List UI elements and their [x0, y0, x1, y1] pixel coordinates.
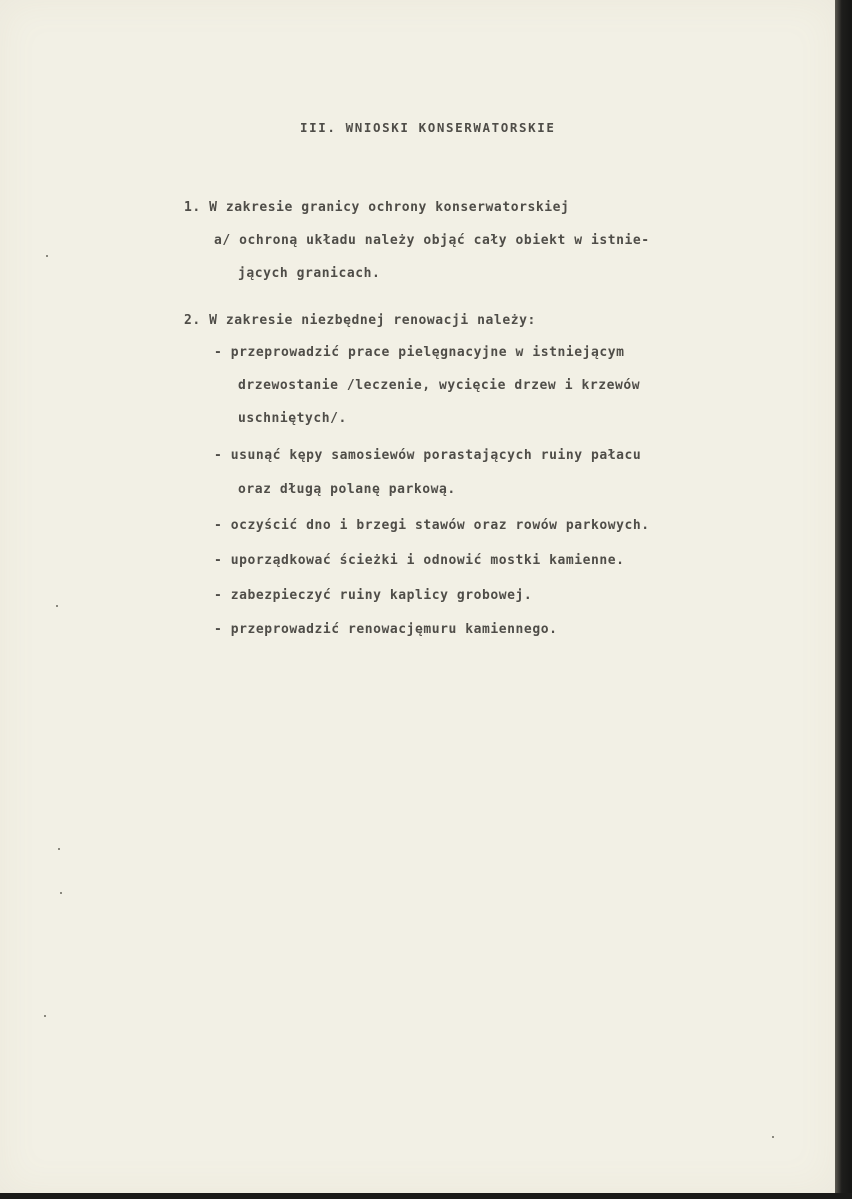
section-2-line-4: - usunąć kępy samosiewów porastających ruiny pałacu — [214, 448, 642, 463]
scan-speck — [60, 892, 62, 894]
scan-speck — [56, 605, 58, 607]
section-1-line-2: a/ ochroną układu należy objąć cały obiekt w istnie- — [214, 233, 650, 248]
section-1-line-3: jących granicach. — [238, 266, 381, 281]
section-1-line-1: 1. W zakresie granicy ochrony konserwatorskiej — [184, 200, 570, 215]
scan-edge-right — [835, 0, 852, 1199]
scan-edge-bottom — [0, 1193, 852, 1199]
scan-speck — [46, 255, 48, 257]
section-2-line-2: drzewostanie /leczenie, wycięcie drzew i krzewów — [238, 378, 641, 393]
document-title: III. WNIOSKI KONSERWATORSKIE — [300, 120, 556, 135]
section-2-line-5: oraz długą polanę parkową. — [238, 482, 456, 497]
section-2-line-3: uschniętych/. — [238, 411, 347, 426]
section-2-heading: 2. W zakresie niezbędnej renowacji należy: — [184, 313, 536, 328]
section-2-line-9: - przeprowadzić renowacjęmuru kamiennego. — [214, 622, 558, 637]
section-2-line-7: - uporządkować ścieżki i odnowić mostki kamienne. — [214, 553, 625, 568]
scan-speck — [58, 848, 60, 850]
section-2-line-8: - zabezpieczyć ruiny kaplicy grobowej. — [214, 588, 533, 603]
scan-speck — [44, 1015, 46, 1017]
section-2-line-6: - oczyścić dno i brzegi stawów oraz rowów parkowych. — [214, 518, 650, 533]
section-2-line-1: - przeprowadzić prace pielęgnacyjne w istniejącym — [214, 345, 625, 360]
scan-speck — [772, 1136, 774, 1138]
